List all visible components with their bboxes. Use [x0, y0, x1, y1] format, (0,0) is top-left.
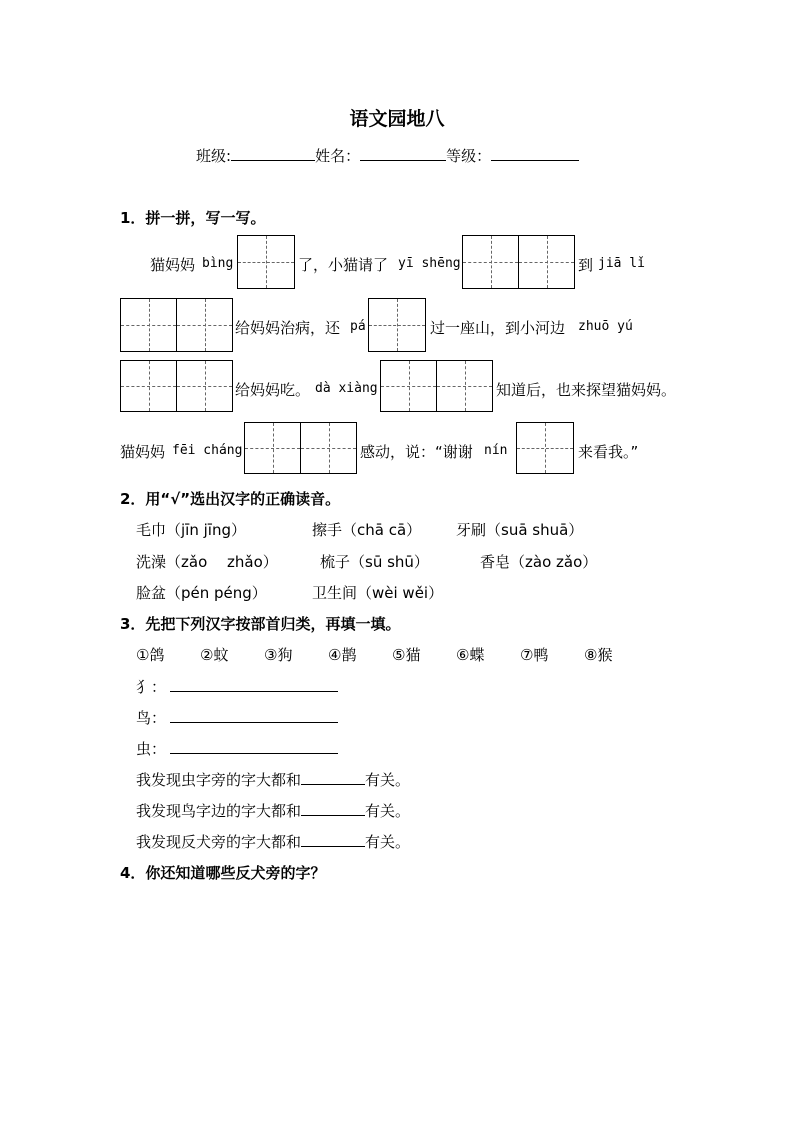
q1-pinyin: yī shēng: [398, 256, 461, 271]
finding-text: 有关。: [365, 833, 411, 851]
finding-blank[interactable]: [301, 801, 365, 816]
name-label: 姓名：: [315, 147, 361, 165]
q1-text: 过一座山，到小河边: [430, 319, 566, 337]
char-item: ⑦鸭: [520, 646, 549, 664]
writing-grid[interactable]: [120, 360, 233, 412]
class-field[interactable]: [231, 146, 315, 161]
radical-answer-line[interactable]: [170, 739, 338, 754]
finding-blank[interactable]: [301, 832, 365, 847]
reading-option[interactable]: 牙刷（suā shuā）: [456, 521, 584, 539]
radical-label: 虫：: [136, 740, 167, 758]
writing-grid[interactable]: [380, 360, 493, 412]
grade-field[interactable]: [491, 146, 579, 161]
char-item: ④鹊: [328, 646, 357, 664]
finding-text: 我发现反犬旁的字大都和: [136, 833, 302, 851]
q1-pinyin: nín: [484, 443, 508, 458]
char-item: ⑥蝶: [456, 646, 485, 664]
radical-row: [136, 676, 338, 697]
writing-grid[interactable]: [244, 422, 357, 474]
writing-grid[interactable]: [516, 422, 574, 474]
q1-pinyin: dà xiàng: [315, 381, 378, 396]
q1-text: 感动，说：“谢谢: [360, 443, 473, 461]
q1-pinyin: fēi cháng: [172, 443, 243, 458]
reading-option[interactable]: 卫生间（wèi wěi）: [312, 584, 444, 602]
char-item: ⑧猴: [584, 646, 613, 664]
reading-option[interactable]: 洗澡（zǎo zhǎo）: [136, 553, 278, 571]
class-label: 班级:: [196, 147, 232, 165]
q1-text: 了，小猫请了: [298, 256, 389, 274]
radical-row: [136, 738, 338, 759]
q1-pinyin: jiā lǐ: [598, 256, 645, 271]
question-3-heading: 3．先把下列汉字按部首归类，再填一填。: [120, 615, 401, 633]
question-4-heading: 4．你还知道哪些反犬旁的字？: [120, 864, 326, 882]
q1-pinyin: bìng: [202, 256, 234, 271]
reading-option[interactable]: 脸盆（pén péng）: [136, 584, 267, 602]
radical-label: 鸟：: [136, 709, 167, 727]
reading-option[interactable]: 毛巾（jīn jīng）: [136, 521, 246, 539]
radical-answer-line[interactable]: [170, 677, 338, 692]
char-item: ⑤猫: [392, 646, 421, 664]
writing-grid[interactable]: [237, 235, 295, 289]
reading-option[interactable]: 擦手（chā cā）: [312, 521, 422, 539]
radical-label: 犭：: [136, 678, 167, 696]
q1-text: 猫妈妈: [150, 256, 196, 274]
page-title: 语文园地八: [349, 108, 445, 130]
q1-text: 给妈妈治病，还: [235, 319, 341, 337]
radical-answer-line[interactable]: [170, 708, 338, 723]
question-2-heading: 2．用“√”选出汉字的正确读音。: [120, 490, 341, 508]
char-item: ③狗: [264, 646, 293, 664]
q1-text: 知道后，也来探望猫妈妈。: [496, 381, 677, 399]
question-1-heading: 1．拼一拼，写一写。: [120, 209, 266, 227]
writing-grid[interactable]: [462, 235, 575, 289]
writing-grid[interactable]: [120, 298, 233, 352]
q1-text: 来看我。”: [578, 443, 639, 461]
finding-text: 有关。: [365, 771, 411, 789]
reading-option[interactable]: 香皂（zào zǎo）: [480, 553, 598, 571]
name-field[interactable]: [360, 146, 446, 161]
q1-pinyin: zhuō yú: [578, 319, 633, 334]
finding-row: [136, 831, 410, 852]
grade-label: 等级：: [446, 147, 492, 165]
q1-pinyin: pá: [350, 319, 366, 334]
finding-blank[interactable]: [301, 770, 365, 785]
reading-option[interactable]: 梳子（sū shū）: [320, 553, 429, 571]
finding-text: 我发现虫字旁的字大都和: [136, 771, 302, 789]
q1-text: 猫妈妈: [120, 443, 166, 461]
finding-text: 我发现鸟字边的字大都和: [136, 802, 302, 820]
radical-row: [136, 707, 338, 728]
writing-grid[interactable]: [368, 298, 426, 352]
q1-text: 到: [578, 256, 594, 274]
q1-text: 给妈妈吃。: [235, 381, 311, 399]
finding-text: 有关。: [365, 802, 411, 820]
char-item: ②蚊: [200, 646, 229, 664]
char-item: ①鸽: [136, 646, 165, 664]
student-info-row: [196, 145, 579, 166]
finding-row: [136, 800, 410, 821]
finding-row: [136, 769, 410, 790]
